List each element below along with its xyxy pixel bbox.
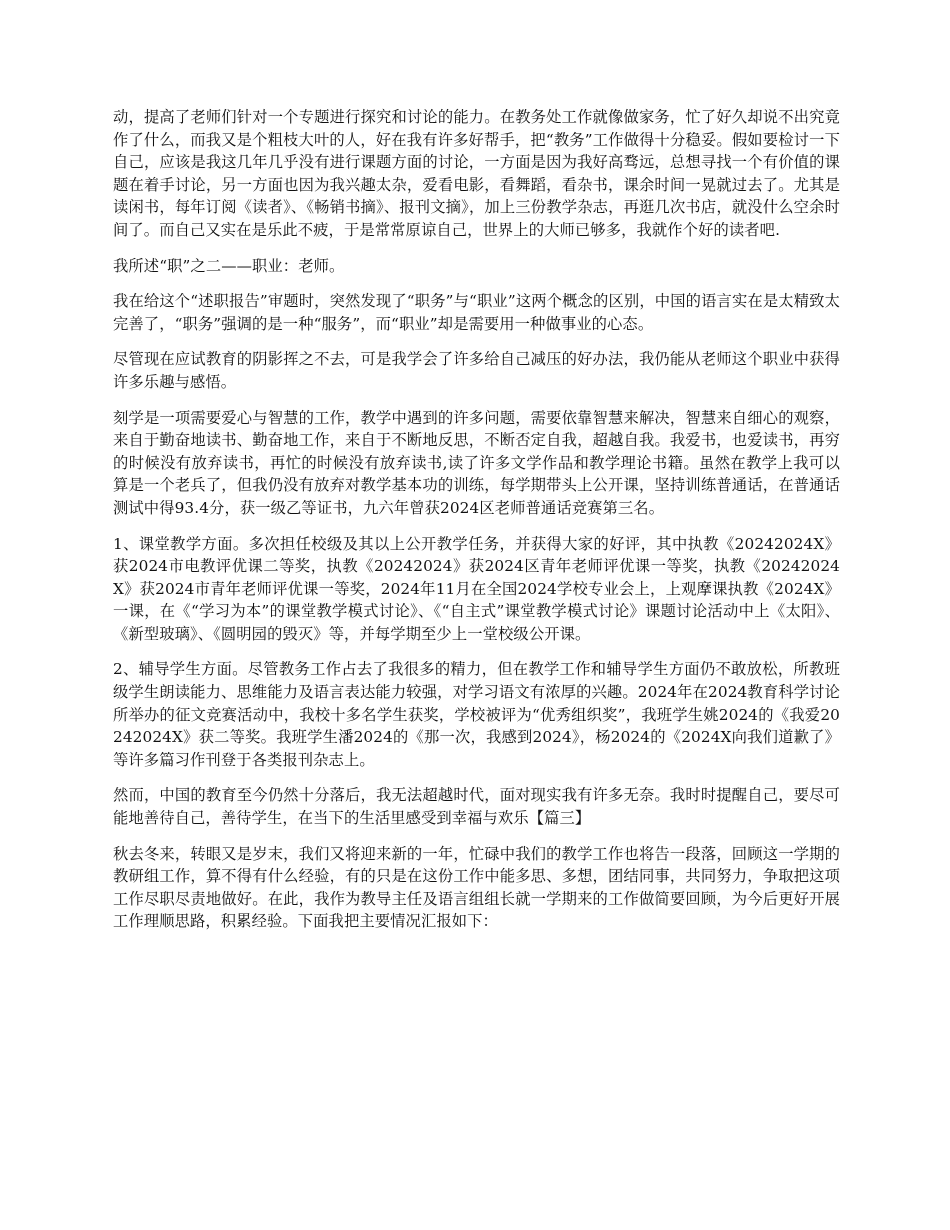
paragraph-heading-profession: 我所述“职”之二——职业：老师。: [113, 256, 345, 275]
paragraph-exam-pressure: 尽管现在应试教育的阴影挥之不去，可是我学会了许多给自己减压的好办法，我仍能从老师这个职业中获得许多乐趣与感悟。: [113, 350, 840, 391]
paragraph-section-three: 秋去冬来，转眼又是岁末，我们又将迎来新的一年，忙碌中我们的教学工作也将告一段落，回顾这一学期的教研组工作，算不得有什么经验，有的只是在这份工作中能多思、多想，团结同事，共同努力，争取把这项工作尽职尽责地做好。在此，我作为教导主任及语言组组长就一学期来的工作做简要回顾，为今后更好开展工作理顺思路，积累经验。下面我把主要情况汇报如下：: [113, 844, 840, 931]
paragraph-student-guidance: 2、辅导学生方面。尽管教务工作占去了我很多的精力，但在教学工作和辅导学生方面仍不敢放松，所教班级学生朗读能力、思维能力及语言表达能力较强，对学习语文有浓厚的兴趣。2024年在2024教育科学讨论所举办的征文竞赛活动中，我校十多名学生获奖，学校被评为“优秀组织奖”，我班学生姚2024的《我爱20242024X》获二等奖。我班学生潘2024的《那一次，我感到2024》，杨2024的《2024X向我们道歉了》等许多篇习作刊登于各类报刊杂志上。: [113, 660, 840, 769]
paragraph-continuation: 动，提高了老师们针对一个专题进行探究和讨论的能力。在教务处工作就像做家务，忙了好久却说不出究竟作了什么，而我又是个粗枝大叶的人，好在我有许多好帮手，把“教务”工作做得十分稳妥。假如要检讨一下自己，应该是我这几年几乎没有进行课题方面的讨论，一方面是因为我好高骛远，总想寻找一个有价值的课题在着手讨论，另一方面也因为我兴趣太杂，爱看电影，看舞蹈，看杂书，课余时间一晃就过去了。尤其是读闲书，每年订阅《读者》、《畅销书摘》、报刊文摘》，加上三份教学杂志，再逛几次书店，就没什么空余时间了。而自己又实在是乐此不疲，于是常常原谅自己，世界上的大师已够多，我就作个好的读者吧.: [113, 108, 840, 239]
paragraph-reflection: 然而，中国的教育至今仍然十分落后，我无法超越时代，面对现实我有许多无奈。我时时提醒自己，要尽可能地善待自己，善待学生，在当下的生活里感受到幸福与欢乐【篇三】: [113, 786, 840, 828]
paragraph-teaching-wisdom: 刻学是一项需要爱心与智慧的工作，教学中遇到的许多问题，需要依靠智慧来解决，智慧来自细心的观察，来自于勤奋地读书、勤奋地工作，来自于不断地反思，不断否定自我，超越自我。我爱书，也爱读书，再穷的时候没有放弃读书，再忙的时候没有放弃读书,读了许多文学作品和教学理论书籍。虽然在教学上我可以算是一个老兵了，但我仍没有放弃对教学基本功的训练，每学期带头上公开课，坚持训练普通话，在普通话测试中得93.4分，获一级乙等证书，九六年曾获2024区老师普通话竞赛第三名。: [113, 408, 840, 517]
document-body: [113, 106, 840, 946]
paragraph-classroom-teaching: 1、课堂教学方面。多次担任校级及其以上公开教学任务，并获得大家的好评，其中执教《20242024X》获2024市电教评优课二等奖，执教《20242024》获2024区青年老师评优课一等奖，执教《20242024X》获2024市青年老师评优课一等奖，2024年11月在全国2024学校专业会上，上观摩课执教《2024X》一课，在《“学习为本”的课堂教学模式讨论》、《“自主式”课堂教学模式讨论》课题讨论活动中上《太阳》、《新型玻璃》、《圆明园的毁灭》等，并每学期至少上一堂校级公开课。: [113, 534, 840, 643]
paragraph-duty-vs-profession: 我在给这个“述职报告”审题时，突然发现了“职务”与“职业”这两个概念的区别，中国的语言实在是太精致太完善了，“职务”强调的是一种“服务”，而“职业”却是需要用一种做事业的心态。: [113, 292, 840, 333]
